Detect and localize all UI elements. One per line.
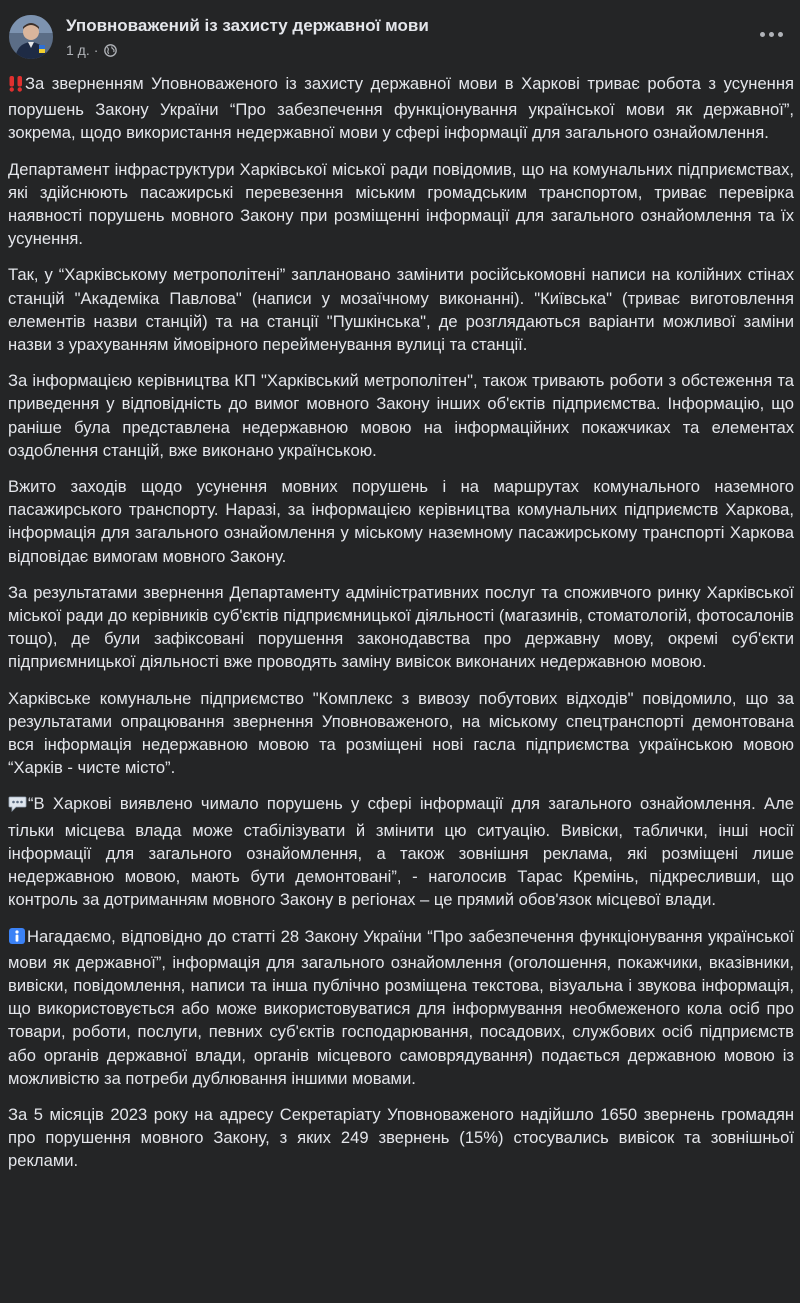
paragraph-7: Харківське комунальне підприємство "Комплекс з вивозу побутових відходів" повідомило, що за результатами опрацювання звернення Уповноваженого, на міському спецтранспорті демонтована вся інформація недержавною мовою та розміщені нові гасла підприємства українською мовою “Харків - чисте місто”. (8, 688, 794, 778)
post-text (8, 72, 794, 1186)
paragraph-text: За зверненням Уповноваженого із захисту державної мови в Харкові триває робота з усунення порушень Закону України “Про забезпечення функціонування української мови як державної”, зокрема, щодо використання недержавної мови у сфері інформації для загального ознайомлення. (8, 74, 794, 143)
post-header (0, 0, 800, 68)
more-dot (778, 32, 783, 37)
paragraph-3: Так, у “Харківському метрополітені” заплановано замінити російськомовні написи на колійних стінах станцій "Академіка Павлова" (написи у мозаїчному виконанні). "Київська" (триває виготовлення елементів назви станцій) та на станції "Пушкінська", де розглядаються варіанти можливої заміни назви з урахуванням ймовірного перейменування вулиці та станції. (8, 265, 794, 355)
speech-balloon-icon (8, 795, 27, 818)
double-exclamation-icon (8, 75, 24, 98)
paragraph-6: За результатами звернення Департаменту адміністративних послуг та споживчого ринку Харківської міської ради до керівників суб'єктів підприємницької діяльності (магазинів, стоматологій, фотосалонів тощо), де були зафіксовані порушення законодавства про державну мову, окремі суб'єкти підприємницької діяльності вже проводять заміну вивісок виконаних недержавною мовою. (8, 582, 794, 672)
information-icon (8, 927, 26, 951)
paragraph-8 (8, 792, 794, 911)
post-time[interactable]: 1 д. (66, 42, 90, 58)
paragraph-text: “В Харкові виявлено чимало порушень у сфері інформації для загального ознайомлення. Але тільки місцева влада може стабілізувати й змінити цю ситуацію. Вивіски, таблички, інші носії інформації для загального ознайомлення, а також зовнішня реклама, які розміщені лише недержавною мовою, мають бути демонтовані”, - наголосив Тарас Кремінь, підкресливши, що контроль за дотриманням мовного Закону в регіонах – це прямий обов'язок місцевої влади. (8, 794, 794, 910)
more-options-button[interactable] (756, 22, 786, 46)
author-avatar[interactable] (9, 15, 53, 59)
paragraph-1 (8, 72, 794, 145)
meta-separator: · (93, 42, 99, 58)
paragraph-10: За 5 місяців 2023 року на адресу Секретаріату Уповноваженого надійшло 1650 звернень громадян про порушення мовного Закону, з яких 249 звернень (15%) стосувались вивісок та зовнішньої реклами. (8, 1104, 794, 1171)
paragraph-2: Департамент інфраструктури Харківської міської ради повідомив, що на комунальних підприємствах, які здійснюють пасажирські перевезення міським громадським транспортом, триває перевірка наявності порушень мовного Закону при розміщенні інформації для загального ознайомлення та їх усунення. (8, 159, 794, 249)
globe-icon[interactable] (104, 44, 117, 57)
paragraph-4: За інформацією керівництва КП "Харківський метрополітен", також тривають роботи з обстеження та приведення у відповідність до вимог мовного Закону інших об'єктів підприємства. Інформацію, що раніше була представлена недержавною мовою на інформаційних покажчиках та елементах оздоблення станцій, вже виконано українською. (8, 371, 794, 460)
post-meta (66, 42, 117, 58)
avatar-portrait-icon (9, 15, 53, 59)
more-dot (769, 32, 774, 37)
paragraph-9 (8, 925, 794, 1090)
more-dot (760, 32, 765, 37)
paragraph-5: Вжито заходів щодо усунення мовних порушень і на маршрутах комунального наземного пасажирського транспорту. Наразі, за інформацією керівництва комунальних підприємств Харкова, інформація для загального ознайомлення у міському наземному пасажирському транспорті Харкова відповідає вимогам мовного Закону. (8, 477, 794, 566)
author-name[interactable]: Уповноважений із захисту державної мови (66, 16, 429, 35)
paragraph-text: Нагадаємо, відповідно до статті 28 Закону України “Про забезпечення функціонування української мови як державної”, інформація для загального ознайомлення (оголошення, покажчики, вказівники, вивіски, повідомлення, написи та інша публічно розміщена текстова, візуальна і звукова інформація, що використовується або може використовуватися для інформування необмеженого кола осіб про товари, роботи, послуги, певних суб'єктів господарювання, посадових, службових осіб підприємств або органів державної влади, органів місцевого самоврядування) подається державною мовою із можливістю за потреби дублювання іншими мовами. (8, 926, 794, 1088)
